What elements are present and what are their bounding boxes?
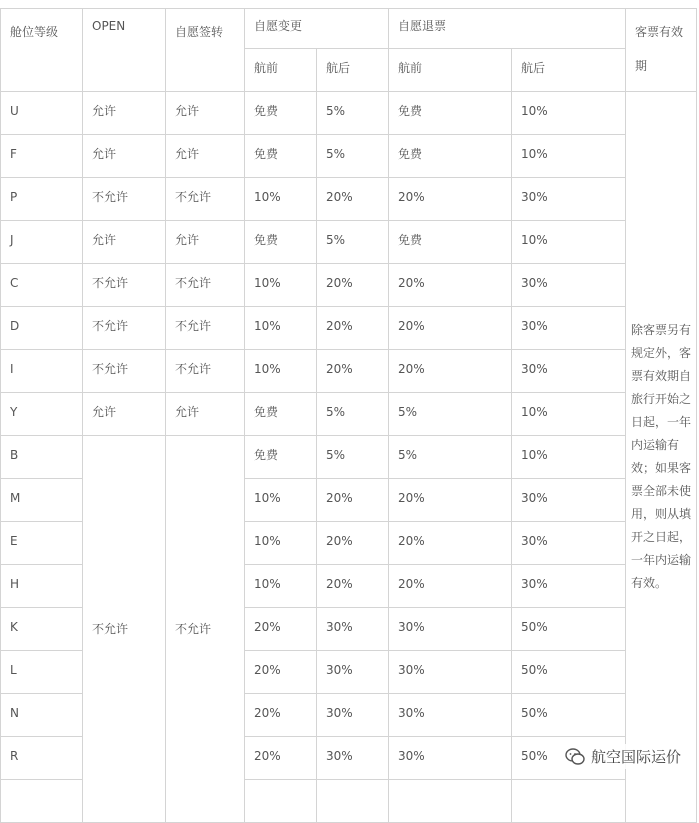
cabin-cell: N — [1, 694, 83, 737]
change-before-cell: 10% — [245, 565, 317, 608]
subheader-refund-after: 航后 — [512, 49, 626, 92]
subheader-change-before: 航前 — [245, 49, 317, 92]
change-after-cell: 20% — [317, 264, 389, 307]
cabin-cell: L — [1, 651, 83, 694]
refund-before-cell: 30% — [389, 651, 512, 694]
change-after-cell: 5% — [317, 436, 389, 479]
endorse-cell-merged: 不允许 — [166, 436, 245, 823]
table-row — [1, 92, 697, 135]
refund-before-cell: 5% — [389, 393, 512, 436]
change-after-cell — [317, 780, 389, 823]
refund-after-cell — [512, 780, 626, 823]
refund-after-cell: 10% — [512, 135, 626, 178]
refund-after-cell: 10% — [512, 436, 626, 479]
change-after-cell: 20% — [317, 479, 389, 522]
endorse-cell: 不允许 — [166, 350, 245, 393]
header-refund: 自愿退票 — [389, 9, 626, 49]
refund-before-cell: 免费 — [389, 135, 512, 178]
cabin-cell: P — [1, 178, 83, 221]
refund-after-cell: 10% — [512, 393, 626, 436]
refund-before-cell: 20% — [389, 264, 512, 307]
validity-note: 除客票另有规定外，客票有效期自旅行开始之日起，一年内运输有效；如果客票全部未使用，则从填开之日起，一年内运输有效。 — [626, 92, 697, 823]
endorse-cell: 不允许 — [166, 307, 245, 350]
refund-before-cell: 20% — [389, 522, 512, 565]
endorse-cell: 允许 — [166, 135, 245, 178]
refund-before-cell: 20% — [389, 307, 512, 350]
refund-after-cell: 30% — [512, 264, 626, 307]
table-row — [1, 135, 697, 178]
open-cell: 允许 — [83, 92, 166, 135]
refund-after-cell: 10% — [512, 92, 626, 135]
refund-before-cell: 30% — [389, 694, 512, 737]
endorse-cell: 允许 — [166, 92, 245, 135]
table-row — [1, 350, 697, 393]
change-before-cell: 20% — [245, 608, 317, 651]
table-row — [1, 221, 697, 264]
refund-after-cell: 30% — [512, 522, 626, 565]
change-before-cell: 20% — [245, 737, 317, 780]
open-cell: 不允许 — [83, 350, 166, 393]
change-before-cell: 免费 — [245, 135, 317, 178]
open-cell: 不允许 — [83, 307, 166, 350]
table-row — [1, 307, 697, 350]
change-after-cell: 5% — [317, 393, 389, 436]
refund-before-cell: 20% — [389, 479, 512, 522]
change-before-cell: 20% — [245, 651, 317, 694]
change-before-cell: 10% — [245, 178, 317, 221]
endorse-cell: 允许 — [166, 393, 245, 436]
refund-after-cell: 30% — [512, 350, 626, 393]
change-before-cell: 免费 — [245, 221, 317, 264]
header-change: 自愿变更 — [245, 9, 389, 49]
change-after-cell: 5% — [317, 135, 389, 178]
change-after-cell: 20% — [317, 522, 389, 565]
refund-after-cell: 10% — [512, 221, 626, 264]
refund-after-cell: 50% — [512, 694, 626, 737]
change-after-cell: 5% — [317, 92, 389, 135]
refund-before-cell: 30% — [389, 608, 512, 651]
change-before-cell: 10% — [245, 264, 317, 307]
table-row — [1, 393, 697, 436]
header-open: OPEN — [83, 9, 166, 92]
cabin-cell: J — [1, 221, 83, 264]
refund-after-cell: 50% — [512, 651, 626, 694]
cabin-cell: Y — [1, 393, 83, 436]
change-before-cell — [245, 780, 317, 823]
change-before-cell: 免费 — [245, 393, 317, 436]
change-after-cell: 20% — [317, 307, 389, 350]
header-endorse: 自愿签转 — [166, 9, 245, 92]
refund-before-cell: 30% — [389, 737, 512, 780]
change-before-cell: 10% — [245, 307, 317, 350]
subheader-refund-before: 航前 — [389, 49, 512, 92]
change-after-cell: 20% — [317, 178, 389, 221]
change-after-cell: 30% — [317, 651, 389, 694]
cabin-cell: K — [1, 608, 83, 651]
cabin-cell: U — [1, 92, 83, 135]
refund-after-cell: 30% — [512, 307, 626, 350]
change-after-cell: 30% — [317, 737, 389, 780]
refund-after-cell: 50% — [512, 608, 626, 651]
change-after-cell: 30% — [317, 694, 389, 737]
endorse-cell: 允许 — [166, 221, 245, 264]
refund-after-cell: 30% — [512, 565, 626, 608]
change-after-cell: 5% — [317, 221, 389, 264]
open-cell: 允许 — [83, 393, 166, 436]
refund-before-cell: 20% — [389, 178, 512, 221]
refund-before-cell: 免费 — [389, 92, 512, 135]
open-cell-merged: 不允许 — [83, 436, 166, 823]
header-row — [1, 9, 697, 49]
cabin-cell: E — [1, 522, 83, 565]
change-after-cell: 20% — [317, 350, 389, 393]
endorse-cell: 不允许 — [166, 178, 245, 221]
refund-after-cell: 50% — [512, 737, 626, 780]
change-before-cell: 10% — [245, 350, 317, 393]
open-cell: 不允许 — [83, 264, 166, 307]
wechat-icon — [565, 748, 585, 766]
watermark — [561, 744, 685, 769]
change-before-cell: 免费 — [245, 436, 317, 479]
header-cabin: 舱位等级 — [1, 9, 83, 92]
cabin-cell: B — [1, 436, 83, 479]
refund-after-cell: 30% — [512, 479, 626, 522]
change-before-cell: 10% — [245, 522, 317, 565]
refund-before-cell: 20% — [389, 350, 512, 393]
open-cell: 允许 — [83, 221, 166, 264]
endorse-cell: 不允许 — [166, 264, 245, 307]
refund-after-cell: 30% — [512, 178, 626, 221]
change-before-cell: 20% — [245, 694, 317, 737]
table-row — [1, 264, 697, 307]
header-validity: 客票有效期 — [626, 9, 697, 92]
change-before-cell: 10% — [245, 479, 317, 522]
subheader-change-after: 航后 — [317, 49, 389, 92]
cabin-cell — [1, 780, 83, 823]
refund-before-cell: 5% — [389, 436, 512, 479]
open-cell: 允许 — [83, 135, 166, 178]
open-cell: 不允许 — [83, 178, 166, 221]
table-row — [1, 436, 697, 479]
cabin-cell: R — [1, 737, 83, 780]
fare-rules-table — [0, 8, 697, 823]
cabin-cell: D — [1, 307, 83, 350]
cabin-cell: C — [1, 264, 83, 307]
cabin-cell: F — [1, 135, 83, 178]
change-after-cell: 30% — [317, 608, 389, 651]
cabin-cell: H — [1, 565, 83, 608]
cabin-cell: M — [1, 479, 83, 522]
change-after-cell: 20% — [317, 565, 389, 608]
table-row — [1, 178, 697, 221]
cabin-cell: I — [1, 350, 83, 393]
watermark-text: 航空国际运价 — [590, 748, 681, 766]
change-before-cell: 免费 — [245, 92, 317, 135]
refund-before-cell — [389, 780, 512, 823]
refund-before-cell: 20% — [389, 565, 512, 608]
refund-before-cell: 免费 — [389, 221, 512, 264]
